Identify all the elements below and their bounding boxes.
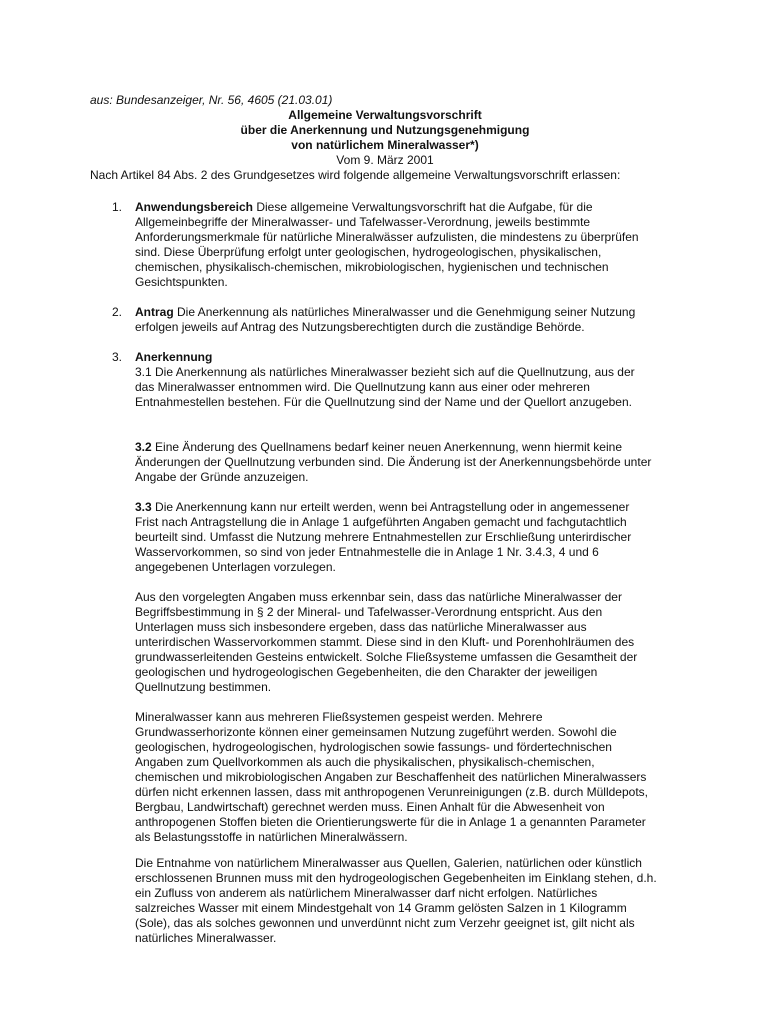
paragraph-line: Grundwasserhorizonte können einer gemeinsamen Nutzung zugeführt werden. Sowohl die <box>135 725 617 739</box>
section-1-heading: Anwendungsbereich <box>135 200 254 214</box>
paragraph-line: geologischen, hydrogeologischen, hydrologischen sowie fassungs- und fördertechnischen <box>135 740 612 754</box>
section-1-line: Anforderungsmerkmale für natürliche Mineralwässer aufzulisten, die mindestens zu überprüfen <box>135 230 639 244</box>
paragraph-line: salzreiches Wasser mit einem Mindestgehalt von 14 Gramm gelösten Salzen in 1 Kilogramm <box>135 901 627 915</box>
paragraph-line: grundwasserleitenden Gesteins entwickelt. Solche Fließsysteme umfassen die Gesamtheit der <box>135 650 638 664</box>
paragraph-3-1-line: das Mineralwasser entnommen wird. Die Quellnutzung kann aus einer oder mehreren <box>135 380 590 394</box>
paragraph-line: Mineralwasser kann aus mehreren Fließsystemen gespeist werden. Mehrere <box>135 710 543 724</box>
paragraph-line: Unterlagen muss sich insbesondere ergeben, dass das natürliche Mineralwasser aus <box>135 620 587 634</box>
paragraph-line: geologischen und hydrogeologischen Gegebenheiten, die den Charakter der jeweiligen <box>135 665 598 679</box>
paragraph-line: als Belastungsstoffe in natürlichen Mineralwässern. <box>135 830 408 844</box>
paragraph-3-2-label: 3.2 <box>135 440 152 454</box>
paragraph-line: Die Entnahme von natürlichem Mineralwasser aus Quellen, Galerien, natürlichen oder künstlich <box>135 856 642 870</box>
paragraph-line: erschlossenen Brunnen muss mit den hydrogeologischen Gegebenheiten im Einklang stehen, d.h. <box>135 871 657 885</box>
paragraph-line: (Sole), das als solches gewonnen und unverdünnt nicht zum Verzehr geeignet ist, gilt nicht als <box>135 916 635 930</box>
paragraph-3-3 <box>135 500 675 575</box>
paragraph-3-2-line: Angabe der Gründe anzuzeigen. <box>135 470 309 484</box>
section-1-number: 1. <box>112 200 123 214</box>
section-1-line: sind. Diese Überprüfung erfolgt unter geologischen, hydrogeologischen, physikalischen, <box>135 245 602 259</box>
title-line-3: von natürlichem Mineralwasser*) <box>291 138 479 152</box>
paragraph-line: dürfen nicht erkennen lassen, dass mit anthropogenen Verunreinigungen (z.B. durch Mülldepots, <box>135 785 648 799</box>
section-3-31 <box>135 350 675 410</box>
paragraph-line: natürliches Mineralwasser. <box>135 931 277 945</box>
paragraph-3-5 <box>135 710 675 845</box>
paragraph-3-1-line: Entnahmestellen bestehen. Für die Quellnutzung sind der Name und der Quellort anzugeben. <box>135 395 632 409</box>
paragraph-3-4 <box>135 590 675 695</box>
section-3-number: 3. <box>112 350 123 364</box>
paragraph-3-1-line: 3.1 Die Anerkennung als natürliches Mineralwasser bezieht sich auf die Quellnutzung, aus der <box>135 365 635 379</box>
paragraph-line: Quellnutzung bestimmen. <box>135 680 272 694</box>
paragraph-3-2 <box>135 440 675 485</box>
paragraph-3-6 <box>135 856 675 946</box>
paragraph-line: Aus den vorgelegten Angaben muss erkennbar sein, dass das natürliche Mineralwasser der <box>135 590 622 604</box>
section-2-heading: Antrag <box>135 305 174 319</box>
paragraph-3-2-line: Eine Änderung des Quellnamens bedarf keiner neuen Anerkennung, wenn hiermit keine <box>151 440 622 454</box>
intro-text: Nach Artikel 84 Abs. 2 des Grundgesetzes wird folgende allgemeine Verwaltungsvorschrift erlassen: <box>90 168 621 182</box>
section-1-line: Gesichtspunkten. <box>135 275 228 289</box>
section-2-line: erfolgen jeweils auf Antrag des Nutzungsberechtigten durch die zuständige Behörde. <box>135 320 585 334</box>
document-date: Vom 9. März 2001 <box>336 153 434 167</box>
section-1-line: Diese allgemeine Verwaltungsvorschrift hat die Aufgabe, für die <box>253 200 593 214</box>
source-citation: aus: Bundesanzeiger, Nr. 56, 4605 (21.03.01) <box>90 93 333 107</box>
title-line-2: über die Anerkennung und Nutzungsgenehmigung <box>240 123 530 137</box>
paragraph-line: Begriffsbestimmung in § 2 der Mineral- und Tafelwasser-Verordnung entspricht. Aus den <box>135 605 603 619</box>
section-2 <box>135 305 675 335</box>
paragraph-3-3-line: Wasservorkommen, so sind von jeder Entnahmestelle die in Anlage 1 Nr. 3.4.3, 4 und 6 <box>135 545 599 559</box>
paragraph-line: anthropogenen Stoffen bieten die Orientierungswerte für die in Anlage 1 a genannten Parameter <box>135 815 646 829</box>
section-2-line: Die Anerkennung als natürliches Mineralwasser und die Genehmigung seiner Nutzung <box>173 305 636 319</box>
section-2-number: 2. <box>112 305 123 319</box>
paragraph-3-3-line: Die Anerkennung kann nur erteilt werden, wenn bei Antragstellung oder in angemessener <box>151 500 630 514</box>
paragraph-3-3-line: angegebenen Unterlagen vorzulegen. <box>135 560 336 574</box>
paragraph-line: chemischen und mikrobiologischen Angaben zur Beschaffenheit des natürlichen Mineralwassers <box>135 770 647 784</box>
section-1-line: Allgemeinbegriffe der Mineralwasser- und Tafelwasser-Verordnung, jeweils bestimmte <box>135 215 591 229</box>
section-1-line: chemischen, physikalisch-chemischen, mikrobiologischen, hygienischen und technischen <box>135 260 609 274</box>
paragraph-3-3-line: Frist nach Antragstellung die in Anlage 1 aufgeführten Angaben gemacht und fachgutachtlich <box>135 515 627 529</box>
paragraph-line: unterirdischen Wasservorkommen stammt. Diese sind in den Kluft- und Porenhohlräumen des <box>135 635 635 649</box>
paragraph-line: Angaben zum Quellvorkommen als auch die physikalischen, physikalisch-chemischen, <box>135 755 595 769</box>
paragraph-3-2-line: Änderungen der Quellnutzung verbunden sind. Die Änderung ist der Anerkennungsbehörde unter <box>135 455 652 469</box>
section-3-heading: Anerkennung <box>135 350 213 364</box>
paragraph-3-3-label: 3.3 <box>135 500 152 514</box>
section-1 <box>135 200 675 290</box>
paragraph-3-3-line: beurteilt sind. Umfasst die Nutzung mehrere Entnahmestellen zur Erschließung unterirdischer <box>135 530 632 544</box>
paragraph-line: Bergbau, Landwirtschaft) gerechnet werden muss. Einen Anhalt für die Abwesenheit von <box>135 800 605 814</box>
title-line-1: Allgemeine Verwaltungsvorschrift <box>288 108 482 122</box>
paragraph-line: ein Zufluss von anderem als natürlichem Mineralwasser darf nicht erfolgen. Natürliches <box>135 886 598 900</box>
